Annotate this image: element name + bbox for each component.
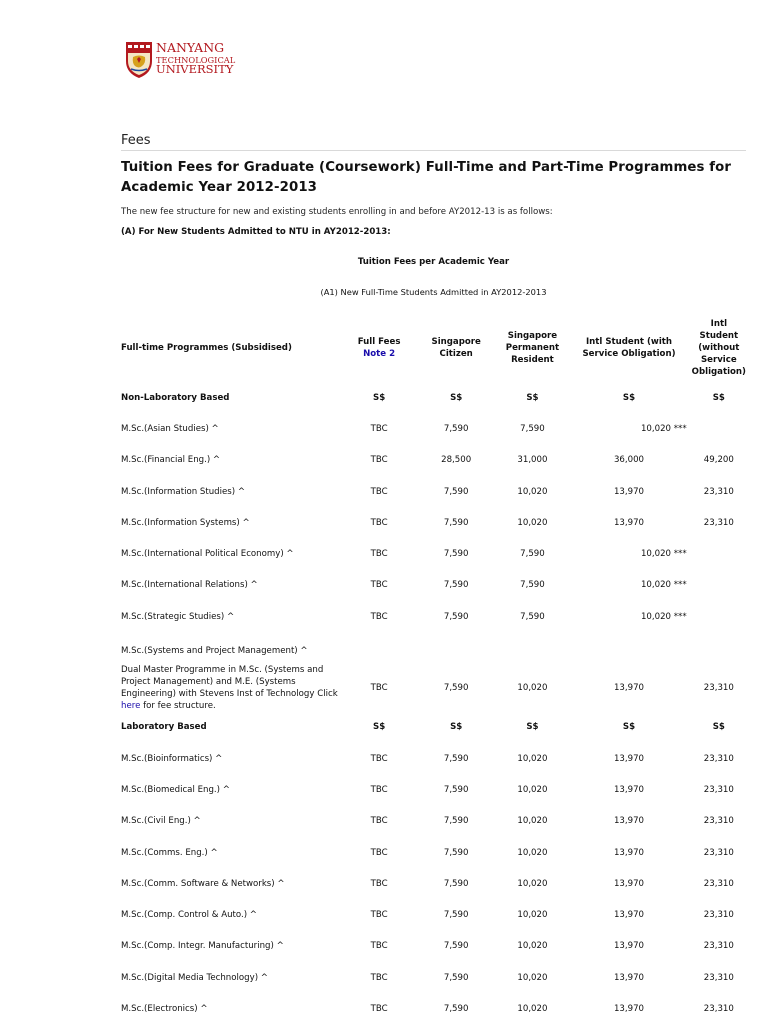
dual-programme-text: Dual Master Programme in M.Sc. (Systems and Project Management) and M.E. (Systems Engineering) with Stevens Inst of Technology Click bbox=[121, 664, 338, 699]
currency-intl-ns: S$ bbox=[712, 392, 725, 403]
full-fees-cell: TBC bbox=[370, 784, 388, 795]
currency-pr: S$ bbox=[526, 722, 539, 733]
intl-no-service-fee-cell: 23,310 bbox=[703, 847, 734, 858]
intl-no-service-fee-cell: 23,310 bbox=[703, 878, 734, 889]
full-fees-cell: TBC bbox=[370, 423, 388, 434]
table-row bbox=[119, 601, 748, 632]
intl-no-service-fee-cell: 23,310 bbox=[703, 517, 734, 528]
dual-programme-description bbox=[119, 664, 342, 712]
intl-ns-empty-cell bbox=[690, 538, 748, 569]
header-full-fees-label: Full Fees bbox=[357, 336, 401, 347]
programme-name: M.Sc.(Information Systems) ^ bbox=[121, 517, 250, 528]
citizen-fee-cell: 7,590 bbox=[443, 549, 469, 560]
table-row bbox=[119, 413, 748, 444]
intl-service-fee-cell: 13,970 bbox=[613, 753, 645, 764]
pr-fee-cell: 10,020 bbox=[517, 1003, 548, 1014]
intl-service-fee-cell: 13,970 bbox=[613, 1003, 645, 1014]
pr-fee-cell: 10,020 bbox=[517, 941, 548, 952]
category-label: Laboratory Based bbox=[121, 722, 207, 733]
citizen-fee-cell: 7,590 bbox=[443, 517, 469, 528]
logo-line-2: TECHNOLOGICAL bbox=[156, 54, 236, 65]
full-fees-cell: TBC bbox=[370, 941, 388, 952]
programme-name: M.Sc.(Biomedical Eng.) ^ bbox=[121, 784, 230, 795]
subheading-new-students: (A) For New Students Admitted to NTU in AY2012-2013: bbox=[121, 227, 391, 237]
table-row bbox=[119, 899, 748, 930]
programme-name: M.Sc.(Civil Eng.) ^ bbox=[121, 816, 201, 827]
table-subtitle: (A1) New Full-Time Students Admitted in AY2012-2013 bbox=[320, 287, 547, 297]
header-pr: Singapore Permanent Resident bbox=[505, 330, 560, 365]
header-intl-no-service: Intl Student (without Service Obligation) bbox=[691, 318, 746, 377]
intl-service-fee-cell: 36,000 bbox=[613, 455, 645, 466]
intl-merged-fee-cell: 10,020 *** bbox=[640, 611, 687, 622]
pr-fee-cell: 10,020 bbox=[517, 517, 548, 528]
citizen-fee-cell: 7,590 bbox=[443, 1003, 469, 1014]
programme-name: M.Sc.(International Relations) ^ bbox=[121, 580, 258, 591]
fee-structure-suffix: for fee structure. bbox=[143, 700, 216, 711]
full-fees-cell: TBC bbox=[370, 517, 388, 528]
citizen-fee-cell: 7,590 bbox=[443, 423, 469, 434]
full-fees-cell: TBC bbox=[370, 878, 388, 889]
full-fees-cell: TBC bbox=[370, 816, 388, 827]
intl-merged-fee-cell: 10,020 *** bbox=[640, 423, 687, 434]
header-intl-service: Intl Student (with Service Obligation) bbox=[582, 336, 676, 359]
full-fees-cell: TBC bbox=[370, 910, 388, 921]
citizen-fee-cell: 7,590 bbox=[443, 580, 469, 591]
full-fees-cell: TBC bbox=[370, 455, 388, 466]
pr-fee-cell: 10,020 bbox=[517, 847, 548, 858]
citizen-fee-cell: 7,590 bbox=[443, 941, 469, 952]
pr-fee-cell: 7,590 bbox=[520, 580, 545, 591]
citizen-fee-cell: 7,590 bbox=[443, 682, 469, 693]
non-lab-section bbox=[119, 382, 748, 712]
table-row bbox=[119, 931, 748, 962]
currency-intl-ns: S$ bbox=[712, 722, 725, 733]
intl-service-fee-cell: 13,970 bbox=[613, 847, 645, 858]
currency-intl-s: S$ bbox=[622, 392, 636, 403]
logo-wordmark bbox=[156, 42, 235, 75]
pr-fee-cell: 10,020 bbox=[517, 682, 548, 693]
full-fees-cell: TBC bbox=[370, 972, 388, 983]
citizen-fee-cell: 7,590 bbox=[443, 486, 469, 497]
citizen-fee-cell: 7,590 bbox=[443, 847, 469, 858]
programme-name: M.Sc.(Comp. Control & Auto.) ^ bbox=[121, 910, 258, 921]
crest-icon bbox=[125, 41, 153, 79]
section-label: Fees bbox=[121, 133, 151, 148]
intl-no-service-fee-cell: 23,310 bbox=[703, 910, 734, 921]
programme-name: M.Sc.(Electronics) ^ bbox=[121, 1003, 208, 1014]
table-row bbox=[119, 868, 748, 899]
table-row bbox=[119, 993, 748, 1024]
table-row bbox=[119, 570, 748, 601]
intl-no-service-fee-cell: 23,310 bbox=[703, 682, 734, 693]
logo-line-3: UNIVERSITY bbox=[156, 61, 234, 76]
table-row bbox=[119, 538, 748, 569]
pr-fee-cell: 31,000 bbox=[517, 455, 548, 466]
table-title: Tuition Fees per Academic Year bbox=[357, 257, 510, 267]
full-fees-cell: TBC bbox=[370, 847, 388, 858]
intl-service-fee-cell: 13,970 bbox=[613, 941, 645, 952]
programme-name: M.Sc.(Comms. Eng.) ^ bbox=[121, 847, 218, 858]
note-2-link[interactable]: Note 2 bbox=[363, 348, 396, 359]
table-header-row bbox=[119, 313, 748, 382]
programme-name: M.Sc.(Digital Media Technology) ^ bbox=[121, 972, 268, 983]
citizen-fee-cell: 7,590 bbox=[443, 611, 469, 622]
lab-section bbox=[119, 712, 748, 1025]
full-fees-cell: TBC bbox=[370, 682, 388, 693]
table-row bbox=[119, 774, 748, 805]
page-title: Tuition Fees for Graduate (Coursework) Full-Time and Part-Time Programmes for Academic Year 2012-2013 bbox=[121, 160, 732, 195]
citizen-fee-cell: 7,590 bbox=[443, 972, 469, 983]
currency-citizen: S$ bbox=[450, 722, 463, 733]
intl-merged-fee-cell: 10,020 *** bbox=[640, 580, 687, 591]
university-logo[interactable] bbox=[125, 41, 235, 81]
citizen-fee-cell: 7,590 bbox=[443, 753, 469, 764]
pr-fee-cell: 7,590 bbox=[520, 611, 545, 622]
pr-fee-cell: 10,020 bbox=[517, 784, 548, 795]
table-row bbox=[119, 476, 748, 507]
table-row-special bbox=[119, 664, 748, 712]
intl-service-fee-cell: 13,970 bbox=[613, 682, 645, 693]
programme-name: M.Sc.(Asian Studies) ^ bbox=[121, 423, 219, 434]
intro-text: The new fee structure for new and existing students enrolling in and before AY2012-13 is as follows: bbox=[121, 207, 553, 217]
currency-citizen: S$ bbox=[450, 392, 463, 403]
table-row bbox=[119, 507, 748, 538]
citizen-fee-cell: 7,590 bbox=[443, 878, 469, 889]
intl-ns-empty-cell bbox=[690, 570, 748, 601]
intl-no-service-fee-cell: 23,310 bbox=[703, 486, 734, 497]
intl-service-fee-cell: 13,970 bbox=[613, 517, 645, 528]
programme-name: M.Sc.(Systems and Project Management) ^ bbox=[121, 646, 308, 657]
intl-ns-empty-cell bbox=[690, 601, 748, 632]
category-label: Non-Laboratory Based bbox=[121, 392, 230, 403]
intl-no-service-fee-cell: 23,310 bbox=[703, 972, 734, 983]
full-fees-cell: TBC bbox=[370, 753, 388, 764]
citizen-fee-cell: 7,590 bbox=[443, 784, 469, 795]
full-fees-cell: TBC bbox=[370, 486, 388, 497]
intl-ns-empty-cell bbox=[690, 413, 748, 444]
intl-service-fee-cell: 13,970 bbox=[613, 910, 645, 921]
programme-name: M.Sc.(International Political Economy) ^ bbox=[121, 549, 294, 560]
table-row bbox=[119, 806, 748, 837]
intl-no-service-fee-cell: 49,200 bbox=[703, 455, 734, 466]
programme-name: M.Sc.(Information Studies) ^ bbox=[121, 486, 246, 497]
programme-name: M.Sc.(Strategic Studies) ^ bbox=[121, 611, 235, 622]
fee-structure-link[interactable]: here bbox=[121, 700, 141, 711]
intl-no-service-fee-cell: 23,310 bbox=[703, 1003, 734, 1014]
table-row bbox=[119, 445, 748, 476]
currency-full: S$ bbox=[373, 722, 386, 733]
intl-no-service-fee-cell: 23,310 bbox=[703, 753, 734, 764]
citizen-fee-cell: 7,590 bbox=[443, 910, 469, 921]
full-fees-cell: TBC bbox=[370, 549, 388, 560]
full-fees-cell: TBC bbox=[370, 611, 388, 622]
pr-fee-cell: 7,590 bbox=[520, 549, 545, 560]
programme-name: M.Sc.(Bioinformatics) ^ bbox=[121, 753, 223, 764]
pr-fee-cell: 10,020 bbox=[517, 910, 548, 921]
programme-name: M.Sc.(Comp. Integr. Manufacturing) ^ bbox=[121, 941, 284, 952]
table-row-special-title bbox=[119, 632, 748, 663]
logo-line-1: NANYANG bbox=[156, 40, 225, 55]
intl-merged-fee-cell: 10,020 *** bbox=[640, 549, 687, 560]
intl-service-fee-cell: 13,970 bbox=[613, 878, 645, 889]
intl-service-fee-cell: 13,970 bbox=[613, 972, 645, 983]
full-fees-cell: TBC bbox=[370, 1003, 388, 1014]
intl-no-service-fee-cell: 23,310 bbox=[703, 784, 734, 795]
header-programme: Full-time Programmes (Subsidised) bbox=[121, 342, 292, 353]
section-divider bbox=[121, 150, 746, 151]
full-fees-cell: TBC bbox=[370, 580, 388, 591]
pr-fee-cell: 10,020 bbox=[517, 753, 548, 764]
table-row bbox=[119, 743, 748, 774]
table-row bbox=[119, 962, 748, 993]
header-full-fees bbox=[342, 313, 415, 382]
pr-fee-cell: 10,020 bbox=[517, 816, 548, 827]
currency-pr: S$ bbox=[526, 392, 539, 403]
category-row bbox=[119, 382, 748, 413]
header-citizen: Singapore Citizen bbox=[431, 336, 481, 359]
pr-fee-cell: 10,020 bbox=[517, 486, 548, 497]
currency-intl-s: S$ bbox=[622, 722, 636, 733]
intl-no-service-fee-cell: 23,310 bbox=[703, 941, 734, 952]
category-row bbox=[119, 712, 748, 743]
programme-name: M.Sc.(Comm. Software & Networks) ^ bbox=[121, 878, 285, 889]
citizen-fee-cell: 7,590 bbox=[443, 816, 469, 827]
programme-name: M.Sc.(Financial Eng.) ^ bbox=[121, 455, 221, 466]
spacer-cell bbox=[342, 632, 748, 663]
citizen-fee-cell: 28,500 bbox=[441, 455, 472, 466]
pr-fee-cell: 7,590 bbox=[520, 423, 545, 434]
intl-service-fee-cell: 13,970 bbox=[613, 784, 645, 795]
intl-service-fee-cell: 13,970 bbox=[613, 816, 645, 827]
pr-fee-cell: 10,020 bbox=[517, 878, 548, 889]
intl-no-service-fee-cell: 23,310 bbox=[703, 816, 734, 827]
currency-full: S$ bbox=[373, 392, 386, 403]
intl-service-fee-cell: 13,970 bbox=[613, 486, 645, 497]
fees-table bbox=[119, 313, 748, 1025]
pr-fee-cell: 10,020 bbox=[517, 972, 548, 983]
table-row bbox=[119, 837, 748, 868]
